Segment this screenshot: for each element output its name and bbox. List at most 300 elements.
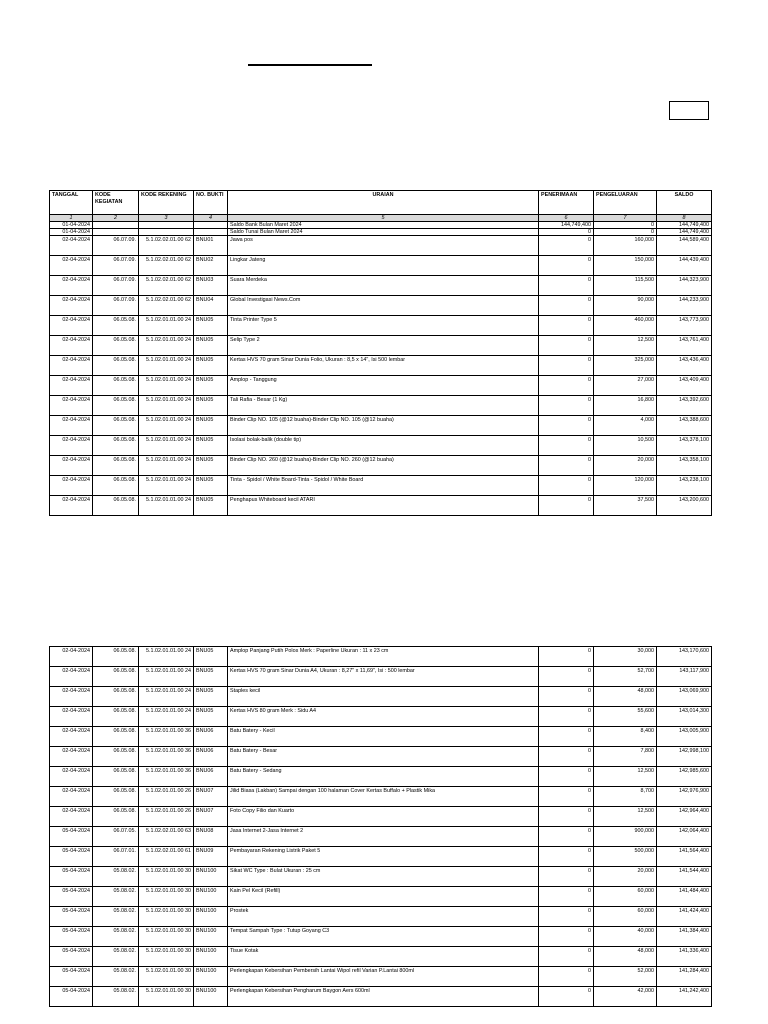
cell-saldo: 143,005,900	[657, 727, 712, 747]
cell-saldo: 142,064,400	[657, 827, 712, 847]
cell-penerimaan: 0	[539, 296, 594, 316]
cell-penerimaan: 0	[539, 967, 594, 987]
column-number: 4	[194, 215, 228, 222]
cell-no-bukti: BNU05	[194, 476, 228, 496]
cell-uraian: Kertas HVS 70 gram Sinar Dunia Folio, Ukuran : 8,5 x 14", Isi 500 lembar	[228, 356, 539, 376]
cell-uraian: Binder Clip NO. 260 (@12 buaha)-Binder Clip NO. 260 (@12 buaha)	[228, 456, 539, 476]
cell-no-bukti: BNU05	[194, 707, 228, 727]
cell-kode-kegiatan: 06.05.08.	[93, 807, 139, 827]
cell-kode-rekening: 5.1.02.01.01.00 24	[139, 316, 194, 336]
column-number: 3	[139, 215, 194, 222]
cell-uraian: Jasa Internet 2-Jasa Internet 2	[228, 827, 539, 847]
cell-saldo: 143,388,600	[657, 416, 712, 436]
table-row	[50, 947, 712, 967]
column-number: 1	[50, 215, 93, 222]
cell-saldo: 143,238,100	[657, 476, 712, 496]
table-row	[50, 496, 712, 516]
cell-kode-kegiatan: 06.05.08.	[93, 727, 139, 747]
cash-ledger-table-page1	[49, 190, 712, 516]
cell-uraian: Saldo Bank Bulan Maret 2024	[228, 222, 539, 229]
cell-tanggal: 02-04-2024	[50, 236, 93, 256]
cell-pengeluaran: 7,800	[594, 747, 657, 767]
cell-pengeluaran: 8,400	[594, 727, 657, 747]
cell-no-bukti: BNU01	[194, 236, 228, 256]
cell-penerimaan: 0	[539, 667, 594, 687]
cell-tanggal: 05-04-2024	[50, 887, 93, 907]
cell-pengeluaran: 55,600	[594, 707, 657, 727]
cell-saldo: 141,336,400	[657, 947, 712, 967]
cell-pengeluaran: 42,000	[594, 987, 657, 1007]
cell-penerimaan: 0	[539, 256, 594, 276]
cell-uraian: Kertas HVS 80 gram Merk : Sidu A4	[228, 707, 539, 727]
cell-penerimaan: 0	[539, 807, 594, 827]
cell-penerimaan: 0	[539, 947, 594, 967]
cell-kode-rekening: 5.1.02.01.01.00 36	[139, 727, 194, 747]
cell-uraian: Tali Rafia - Besar (1 Kg)	[228, 396, 539, 416]
cell-saldo: 144,589,400	[657, 236, 712, 256]
cell-tanggal: 02-04-2024	[50, 647, 93, 667]
cell-saldo: 143,392,600	[657, 396, 712, 416]
cell-uraian: Suara Merdeka	[228, 276, 539, 296]
cell-kode-rekening: 5.1.02.01.01.00 24	[139, 707, 194, 727]
cell-uraian: Perlengkapan Kebersihan Pengharum Baygon Aers 600ml	[228, 987, 539, 1007]
cell-tanggal: 02-04-2024	[50, 727, 93, 747]
cell-uraian: Kain Pel Kecil (Refill)	[228, 887, 539, 907]
cell-pengeluaran: 48,000	[594, 947, 657, 967]
cell-kode-kegiatan: 05.08.02.	[93, 867, 139, 887]
header-no-bukti: NO. BUKTI	[194, 191, 228, 215]
table-row	[50, 396, 712, 416]
cell-penerimaan: 0	[539, 416, 594, 436]
header-kode-rekening: KODE REKENING	[139, 191, 194, 215]
cell-tanggal: 05-04-2024	[50, 907, 93, 927]
cell-tanggal: 02-04-2024	[50, 336, 93, 356]
cell-pengeluaran: 115,500	[594, 276, 657, 296]
cell-kode-rekening: 5.1.02.01.01.00 24	[139, 496, 194, 516]
cell-no-bukti: BNU06	[194, 727, 228, 747]
cell-uraian: Pembayaran Rekening Listrik Paket 5	[228, 847, 539, 867]
cell-pengeluaran: 500,000	[594, 847, 657, 867]
header-uraian: URAIAN	[228, 191, 539, 215]
cell-no-bukti: BNU100	[194, 967, 228, 987]
cell-no-bukti: BNU05	[194, 436, 228, 456]
cell-kode-kegiatan: 06.07.09.	[93, 236, 139, 256]
table-row	[50, 707, 712, 727]
cell-kode-rekening: 5.1.02.01.01.00 24	[139, 647, 194, 667]
cell-pengeluaran: 27,000	[594, 376, 657, 396]
cell-uraian: Jilid Biasa (Lakban) Sampai dengan 100 halaman Cover Kertas Buffalo + Plastik Mika	[228, 787, 539, 807]
cell-no-bukti: BNU05	[194, 456, 228, 476]
cell-kode-kegiatan: 06.05.08.	[93, 396, 139, 416]
cell-penerimaan: 0	[539, 496, 594, 516]
cell-saldo: 142,998,100	[657, 747, 712, 767]
table-row	[50, 767, 712, 787]
cell-kode-rekening: 5.1.02.01.01.00 30	[139, 867, 194, 887]
cell-tanggal: 02-04-2024	[50, 767, 93, 787]
cell-uraian: Binder Clip NO. 105 (@12 buaha)-Binder Clip NO. 105 (@12 buaha)	[228, 416, 539, 436]
cell-pengeluaran: 40,000	[594, 927, 657, 947]
table-row	[50, 416, 712, 436]
cell-kode-rekening: 5.1.02.01.01.00 24	[139, 667, 194, 687]
cell-uraian: Global Investigasi News.Com	[228, 296, 539, 316]
cell-kode-kegiatan: 06.05.08.	[93, 456, 139, 476]
cell-tanggal: 02-04-2024	[50, 496, 93, 516]
cell-penerimaan: 0	[539, 336, 594, 356]
cell-pengeluaran: 52,700	[594, 667, 657, 687]
cell-uraian: Selip Type 2	[228, 336, 539, 356]
cell-kode-rekening: 5.1.02.02.01.00 63	[139, 827, 194, 847]
cell-no-bukti: BNU02	[194, 256, 228, 276]
cell-pengeluaran: 60,000	[594, 907, 657, 927]
table-row	[50, 667, 712, 687]
cell-penerimaan: 0	[539, 907, 594, 927]
cell-saldo: 143,117,900	[657, 667, 712, 687]
table-row	[50, 687, 712, 707]
cell-kode-kegiatan: 05.08.02.	[93, 887, 139, 907]
cell-uraian: Batu Batery - Kecil	[228, 727, 539, 747]
cell-tanggal: 02-04-2024	[50, 687, 93, 707]
cell-kode-rekening: 5.1.02.02.01.00 62	[139, 236, 194, 256]
cell-saldo: 143,409,400	[657, 376, 712, 396]
cell-penerimaan: 0	[539, 927, 594, 947]
cell-uraian: Batu Batery - Sedang	[228, 767, 539, 787]
cell-saldo: 143,069,900	[657, 687, 712, 707]
cell-kode-kegiatan: 06.07.09.	[93, 256, 139, 276]
cell-kode-kegiatan: 06.05.08.	[93, 767, 139, 787]
table-row	[50, 787, 712, 807]
ledger-body-page1	[50, 222, 712, 516]
cell-tanggal: 02-04-2024	[50, 356, 93, 376]
cell-kode-kegiatan: 06.07.05.	[93, 827, 139, 847]
cell-penerimaan: 0	[539, 436, 594, 456]
cell-no-bukti: BNU07	[194, 807, 228, 827]
cell-kode-rekening: 5.1.02.01.01.00 30	[139, 947, 194, 967]
cell-saldo: 144,233,900	[657, 296, 712, 316]
table-row	[50, 647, 712, 667]
cell-tanggal: 05-04-2024	[50, 827, 93, 847]
table-row	[50, 967, 712, 987]
table-row	[50, 236, 712, 256]
table-row	[50, 827, 712, 847]
stamp-box	[669, 101, 709, 120]
cell-no-bukti: BNU07	[194, 787, 228, 807]
cell-pengeluaran: 16,800	[594, 396, 657, 416]
cell-kode-kegiatan: 05.08.02.	[93, 907, 139, 927]
cash-ledger-table-page2	[49, 646, 712, 1007]
cell-pengeluaran: 52,000	[594, 967, 657, 987]
cell-no-bukti: BNU05	[194, 356, 228, 376]
cell-kode-kegiatan: 06.05.08.	[93, 787, 139, 807]
cell-saldo: 141,284,400	[657, 967, 712, 987]
cell-pengeluaran: 10,500	[594, 436, 657, 456]
cell-penerimaan: 0	[539, 276, 594, 296]
cell-penerimaan: 0	[539, 476, 594, 496]
cell-kode-kegiatan	[93, 222, 139, 229]
cell-no-bukti: BNU09	[194, 847, 228, 867]
cell-uraian: Perlengkapan Kebersihan Pembersih Lantai Wipol refil Varian P.Lantai 800ml	[228, 967, 539, 987]
cell-no-bukti: BNU06	[194, 767, 228, 787]
cell-saldo: 143,773,900	[657, 316, 712, 336]
cell-kode-kegiatan: 06.07.09.	[93, 296, 139, 316]
cell-uraian: Amplop - Tanggung	[228, 376, 539, 396]
cell-kode-kegiatan: 05.08.02.	[93, 947, 139, 967]
cell-penerimaan: 0	[539, 727, 594, 747]
cell-saldo: 141,242,400	[657, 987, 712, 1007]
cell-uraian: Prostek	[228, 907, 539, 927]
cell-no-bukti: BNU100	[194, 867, 228, 887]
cell-no-bukti	[194, 229, 228, 236]
cell-kode-rekening	[139, 222, 194, 229]
table-row	[50, 436, 712, 456]
cell-tanggal: 02-04-2024	[50, 436, 93, 456]
cell-penerimaan: 0	[539, 687, 594, 707]
cell-penerimaan: 0	[539, 787, 594, 807]
cell-tanggal: 02-04-2024	[50, 276, 93, 296]
cell-kode-rekening: 5.1.02.02.01.00 62	[139, 256, 194, 276]
cell-kode-rekening	[139, 229, 194, 236]
cell-saldo: 143,436,400	[657, 356, 712, 376]
cell-pengeluaran: 160,000	[594, 236, 657, 256]
cell-kode-kegiatan: 05.08.02.	[93, 927, 139, 947]
column-number: 7	[594, 215, 657, 222]
cell-uraian: Tisue Kotak	[228, 947, 539, 967]
header-penerimaan: PENERIMAAN	[539, 191, 594, 215]
column-number: 6	[539, 215, 594, 222]
cell-pengeluaran: 150,000	[594, 256, 657, 276]
cell-kode-kegiatan: 06.05.08.	[93, 747, 139, 767]
cell-kode-rekening: 5.1.02.01.01.00 30	[139, 887, 194, 907]
cell-no-bukti: BNU05	[194, 687, 228, 707]
cell-pengeluaran: 120,000	[594, 476, 657, 496]
cell-uraian: Isolasi bolak-balik (double tip)	[228, 436, 539, 456]
cell-saldo: 144,749,400	[657, 229, 712, 236]
table-row	[50, 356, 712, 376]
cell-kode-rekening: 5.1.02.01.01.00 24	[139, 376, 194, 396]
cell-no-bukti: BNU100	[194, 887, 228, 907]
signature-line	[248, 64, 372, 66]
cell-no-bukti: BNU100	[194, 947, 228, 967]
cell-penerimaan: 0	[539, 356, 594, 376]
cell-tanggal: 02-04-2024	[50, 476, 93, 496]
cell-saldo: 143,378,100	[657, 436, 712, 456]
cell-uraian: Batu Batery - Besar	[228, 747, 539, 767]
header-pengeluaran: PENGELUARAN	[594, 191, 657, 215]
cell-penerimaan: 0	[539, 987, 594, 1007]
cell-no-bukti: BNU100	[194, 907, 228, 927]
cell-penerimaan: 0	[539, 827, 594, 847]
cell-no-bukti	[194, 222, 228, 229]
cell-kode-rekening: 5.1.02.01.01.00 24	[139, 456, 194, 476]
header-tanggal: TANGGAL	[50, 191, 93, 215]
table-row	[50, 987, 712, 1007]
cell-kode-rekening: 5.1.02.02.01.00 62	[139, 276, 194, 296]
cell-saldo: 144,749,400	[657, 222, 712, 229]
cell-no-bukti: BNU05	[194, 416, 228, 436]
table-row	[50, 376, 712, 396]
cell-no-bukti: BNU08	[194, 827, 228, 847]
cell-pengeluaran: 12,500	[594, 336, 657, 356]
cell-kode-rekening: 5.1.02.01.01.00 24	[139, 687, 194, 707]
cell-kode-kegiatan: 06.05.08.	[93, 687, 139, 707]
cell-tanggal: 02-04-2024	[50, 396, 93, 416]
cell-kode-kegiatan: 05.08.02.	[93, 967, 139, 987]
cell-penerimaan: 144,749,400	[539, 222, 594, 229]
table-row	[50, 476, 712, 496]
cell-pengeluaran: 4,000	[594, 416, 657, 436]
cell-kode-kegiatan: 06.05.08.	[93, 336, 139, 356]
cell-kode-rekening: 5.1.02.02.01.00 62	[139, 296, 194, 316]
cell-kode-kegiatan	[93, 229, 139, 236]
cell-pengeluaran: 20,000	[594, 456, 657, 476]
cell-kode-kegiatan: 06.05.08.	[93, 476, 139, 496]
cell-no-bukti: BNU04	[194, 296, 228, 316]
cell-kode-kegiatan: 06.05.08.	[93, 647, 139, 667]
column-number: 2	[93, 215, 139, 222]
cell-penerimaan: 0	[539, 396, 594, 416]
cell-uraian: Jawa pos	[228, 236, 539, 256]
table-row	[50, 867, 712, 887]
cell-kode-rekening: 5.1.02.01.01.00 30	[139, 927, 194, 947]
table-row	[50, 316, 712, 336]
cell-uraian: Tinta Printer Type 5	[228, 316, 539, 336]
cell-kode-rekening: 5.1.02.01.01.00 24	[139, 336, 194, 356]
cell-penerimaan: 0	[539, 376, 594, 396]
cell-tanggal: 05-04-2024	[50, 927, 93, 947]
cell-uraian: Staples kecil	[228, 687, 539, 707]
cell-tanggal: 05-04-2024	[50, 847, 93, 867]
cell-penerimaan: 0	[539, 847, 594, 867]
cell-saldo: 141,384,400	[657, 927, 712, 947]
cell-kode-kegiatan: 06.05.08.	[93, 496, 139, 516]
ledger-body-page2	[50, 647, 712, 1007]
table-row	[50, 927, 712, 947]
cell-uraian: Kertas HVS 70 gram Sinar Dunia A4, Ukuran : 8,27" x 11,69", Isi : 500 lembar	[228, 667, 539, 687]
table-row	[50, 456, 712, 476]
cell-kode-rekening: 5.1.02.01.01.00 36	[139, 747, 194, 767]
cell-uraian: Amplop Panjang Putih Polos Merk : Paperline Ukuran : 11 x 23 cm	[228, 647, 539, 667]
cell-no-bukti: BNU05	[194, 396, 228, 416]
cell-pengeluaran: 12,500	[594, 767, 657, 787]
cell-pengeluaran: 60,000	[594, 887, 657, 907]
cell-penerimaan: 0	[539, 229, 594, 236]
cell-pengeluaran: 37,500	[594, 496, 657, 516]
cell-no-bukti: BNU05	[194, 336, 228, 356]
cell-kode-kegiatan: 06.07.09.	[93, 276, 139, 296]
cell-penerimaan: 0	[539, 316, 594, 336]
cell-tanggal: 02-04-2024	[50, 376, 93, 396]
cell-kode-kegiatan: 06.05.08.	[93, 667, 139, 687]
cell-kode-rekening: 5.1.02.01.01.00 24	[139, 476, 194, 496]
cell-saldo: 143,761,400	[657, 336, 712, 356]
table-row	[50, 336, 712, 356]
cell-pengeluaran: 460,000	[594, 316, 657, 336]
cell-tanggal: 02-04-2024	[50, 747, 93, 767]
table-row	[50, 807, 712, 827]
table-row	[50, 887, 712, 907]
cell-kode-rekening: 5.1.02.01.01.00 30	[139, 967, 194, 987]
cell-pengeluaran: 325,000	[594, 356, 657, 376]
cell-saldo: 143,014,300	[657, 707, 712, 727]
table-row	[50, 296, 712, 316]
cell-no-bukti: BNU05	[194, 316, 228, 336]
cell-saldo: 144,439,400	[657, 256, 712, 276]
cell-kode-kegiatan: 06.05.08.	[93, 416, 139, 436]
table-row	[50, 222, 712, 229]
cell-no-bukti: BNU05	[194, 647, 228, 667]
cell-tanggal: 02-04-2024	[50, 667, 93, 687]
cell-pengeluaran: 0	[594, 229, 657, 236]
cell-tanggal: 01-04-2024	[50, 222, 93, 229]
cell-no-bukti: BNU100	[194, 987, 228, 1007]
cell-kode-rekening: 5.1.02.01.01.00 24	[139, 416, 194, 436]
cell-penerimaan: 0	[539, 236, 594, 256]
cell-kode-kegiatan: 06.05.08.	[93, 356, 139, 376]
cell-penerimaan: 0	[539, 647, 594, 667]
cell-pengeluaran: 12,500	[594, 807, 657, 827]
cell-saldo: 143,358,100	[657, 456, 712, 476]
cell-tanggal: 02-04-2024	[50, 296, 93, 316]
cell-saldo: 142,985,600	[657, 767, 712, 787]
table-row	[50, 276, 712, 296]
cell-saldo: 141,564,400	[657, 847, 712, 867]
cell-kode-kegiatan: 05.08.02.	[93, 987, 139, 1007]
cell-uraian: Tinta - Spidol / White Board-Tinta - Spidol / White Board	[228, 476, 539, 496]
cell-tanggal: 01-04-2024	[50, 229, 93, 236]
cell-tanggal: 05-04-2024	[50, 947, 93, 967]
cell-pengeluaran: 90,000	[594, 296, 657, 316]
cell-tanggal: 05-04-2024	[50, 987, 93, 1007]
cell-uraian: Foto Copy Filio dan Kuarto	[228, 807, 539, 827]
cell-no-bukti: BNU05	[194, 496, 228, 516]
table-row	[50, 256, 712, 276]
cell-penerimaan: 0	[539, 747, 594, 767]
cell-uraian: Penghapus Whiteboard kecil ATARI	[228, 496, 539, 516]
cell-tanggal: 02-04-2024	[50, 256, 93, 276]
cell-tanggal: 02-04-2024	[50, 316, 93, 336]
table-row	[50, 847, 712, 867]
table-row	[50, 229, 712, 236]
table-row	[50, 747, 712, 767]
cell-kode-rekening: 5.1.02.01.01.00 24	[139, 396, 194, 416]
column-number: 5	[228, 215, 539, 222]
column-number: 8	[657, 215, 712, 222]
cell-uraian: Tempat Sampah Type : Tutup Goyang C3	[228, 927, 539, 947]
cell-saldo: 141,544,400	[657, 867, 712, 887]
cell-kode-kegiatan: 06.05.08.	[93, 707, 139, 727]
column-number-row	[50, 215, 712, 222]
cell-tanggal: 02-04-2024	[50, 456, 93, 476]
cell-uraian: Lingkar Jateng	[228, 256, 539, 276]
cell-uraian: Saldo Tunai Bulan Maret 2024	[228, 229, 539, 236]
table-row	[50, 907, 712, 927]
cell-saldo: 142,976,900	[657, 787, 712, 807]
cell-tanggal: 02-04-2024	[50, 707, 93, 727]
cell-kode-rekening: 5.1.02.01.01.00 24	[139, 356, 194, 376]
cell-tanggal: 02-04-2024	[50, 807, 93, 827]
cell-pengeluaran: 900,000	[594, 827, 657, 847]
cell-penerimaan: 0	[539, 887, 594, 907]
cell-kode-rekening: 5.1.02.01.01.00 36	[139, 767, 194, 787]
cell-no-bukti: BNU06	[194, 747, 228, 767]
cell-tanggal: 02-04-2024	[50, 416, 93, 436]
cell-tanggal: 05-04-2024	[50, 867, 93, 887]
cell-pengeluaran: 48,000	[594, 687, 657, 707]
cell-uraian: Sikat WC Type : Bulat Ukuran : 25 cm	[228, 867, 539, 887]
cell-kode-rekening: 5.1.02.02.01.00 61	[139, 847, 194, 867]
cell-penerimaan: 0	[539, 707, 594, 727]
cell-kode-rekening: 5.1.02.01.01.00 26	[139, 787, 194, 807]
cell-kode-kegiatan: 06.05.08.	[93, 436, 139, 456]
